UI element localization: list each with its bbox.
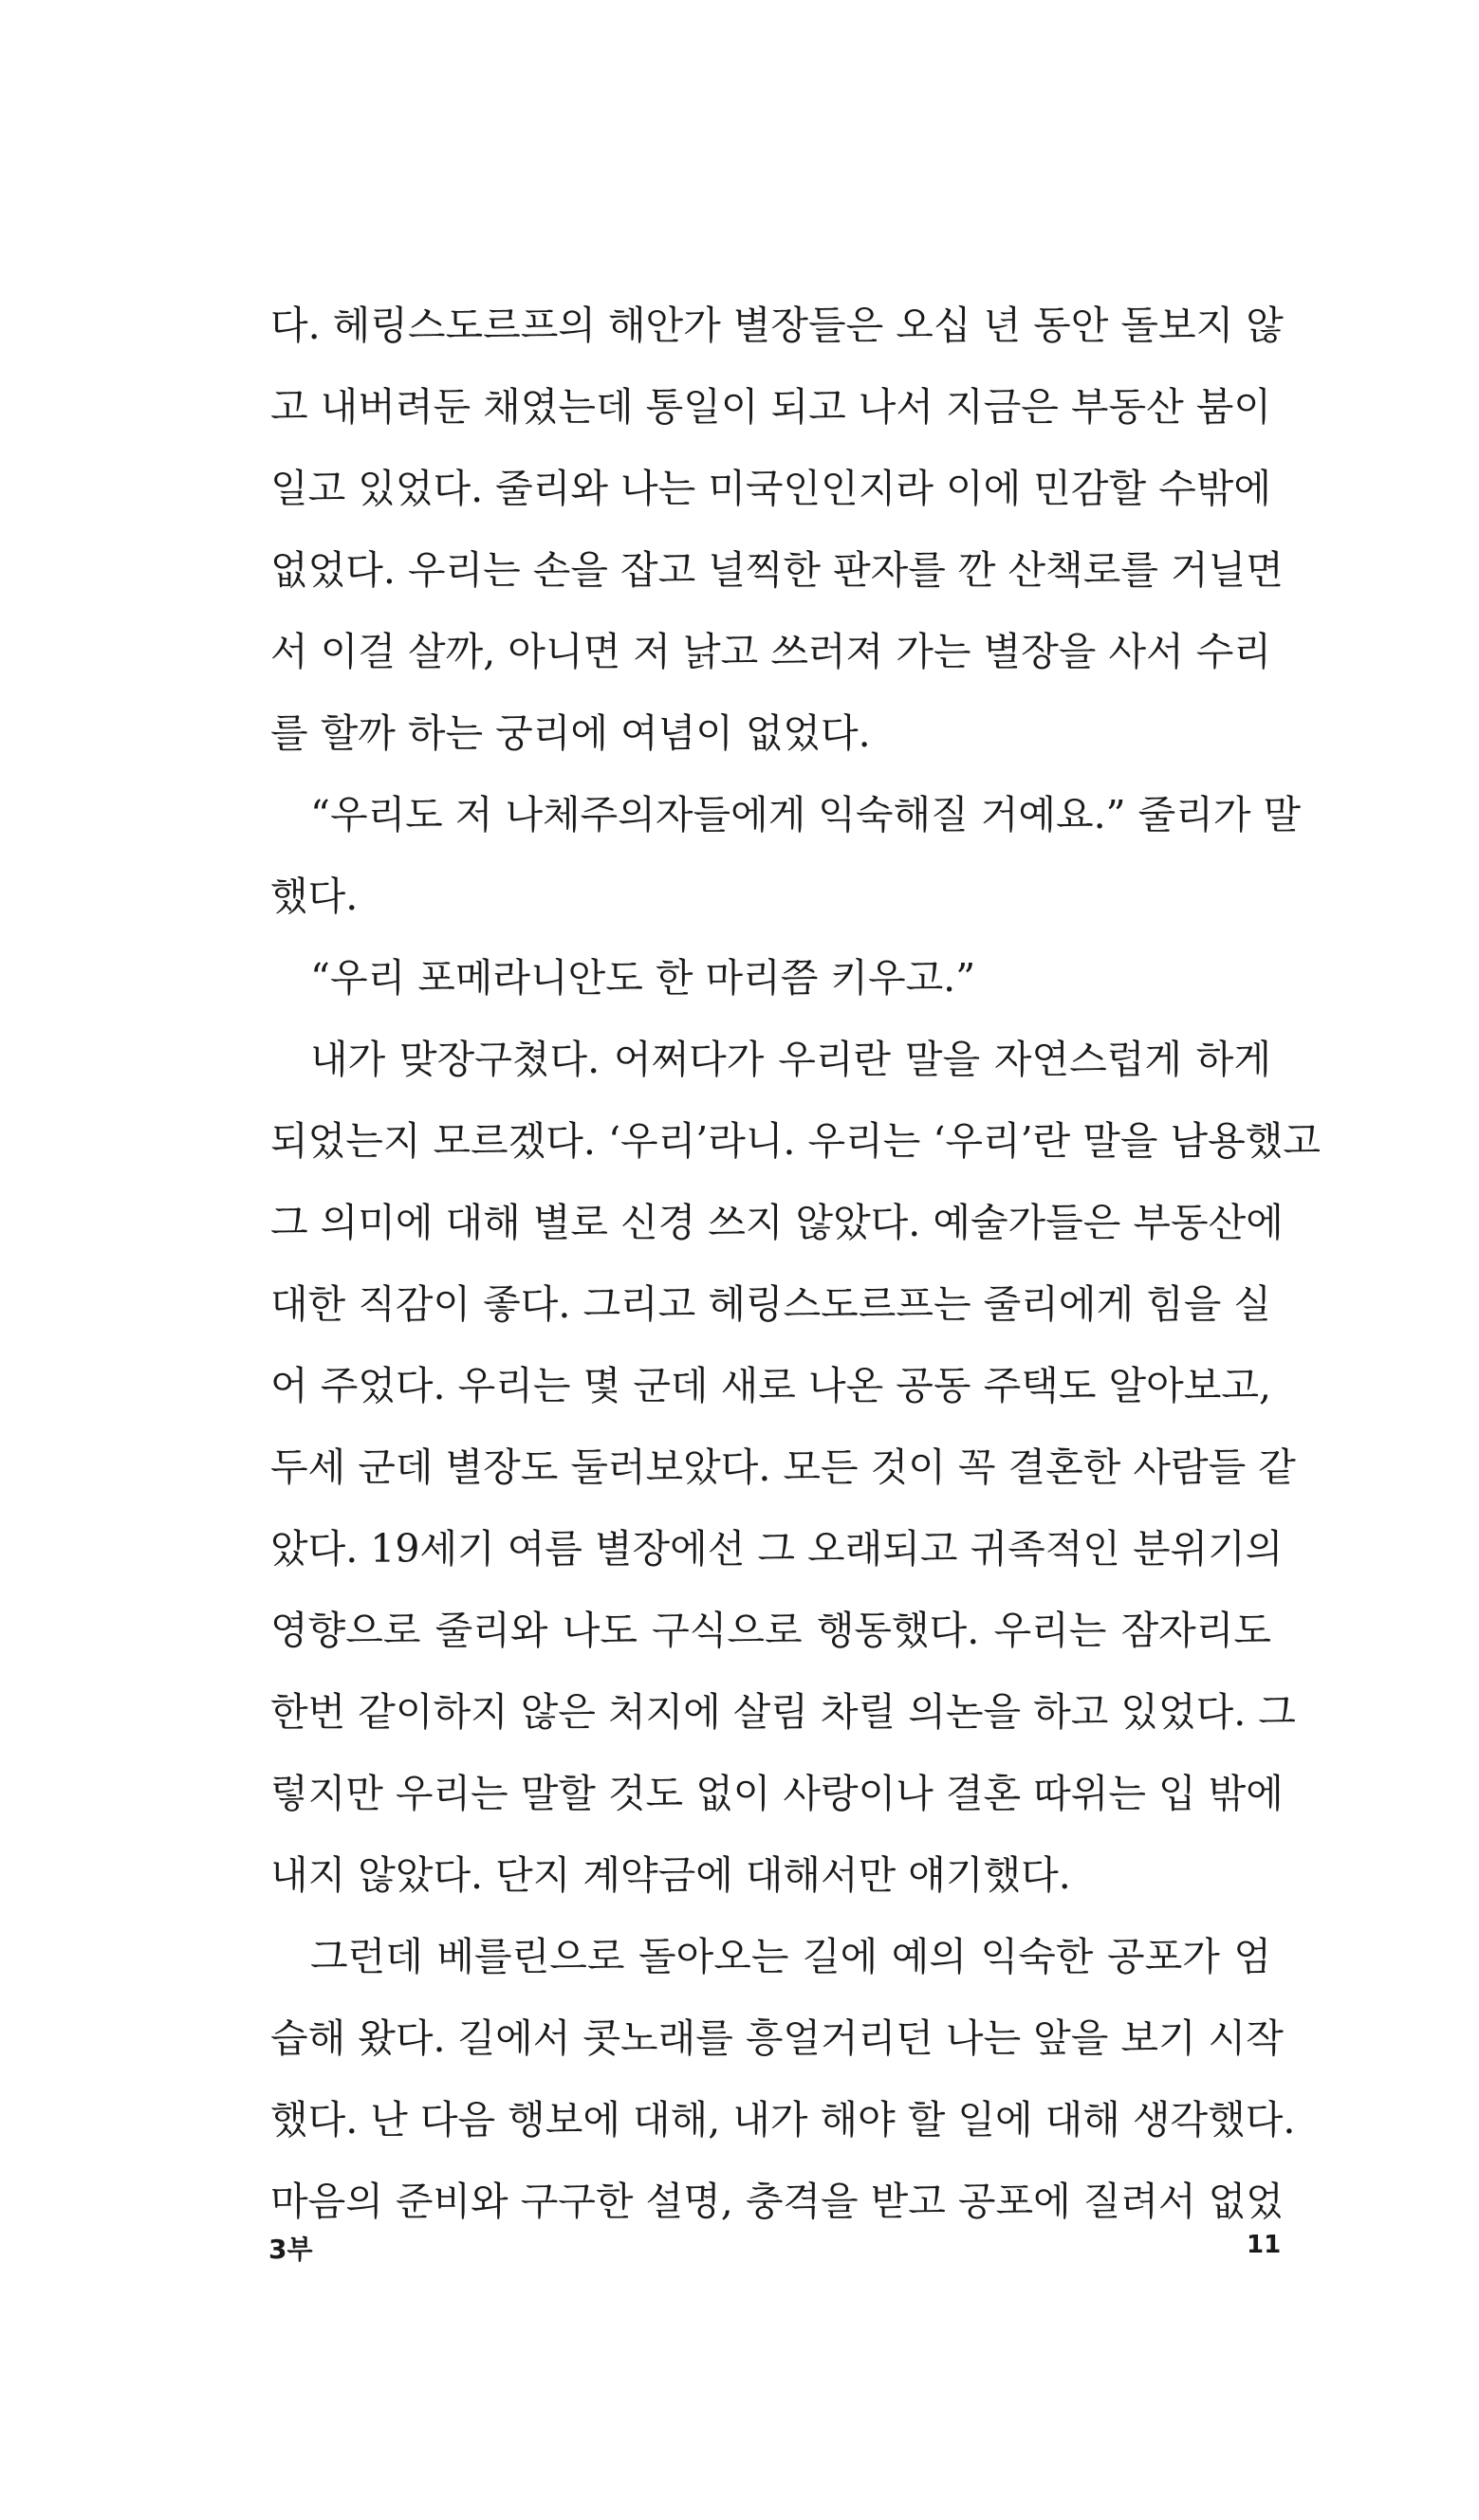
text-line: 대한 직감이 좋다. 그리고 헤링스도르프는 줄리에게 힘을 실 [270,1281,1271,1327]
text-line: 내지 않았다. 단지 계약금에 대해서만 얘기했다. [270,1852,1071,1898]
section-label: 3부 [268,2234,313,2265]
text-line: 고 내버려둔 채였는데 통일이 되고 나서 지금은 부동산 붐이 [270,384,1271,430]
text-line: 습해 왔다. 길에서 콧노래를 흥얼거리던 나는 앞을 보기 시작 [270,2015,1284,2061]
text-line: 렇지만 우리는 말할 것도 없이 사랑이나 결혼 따위는 입 밖에 [270,1771,1284,1816]
text-line: 다. 헤링스도르프의 해안가 별장들은 오십 년 동안 돌보지 않 [270,303,1284,348]
text-line: 영향으로 줄리와 나도 구식으로 행동했다. 우리는 잠자리도 [270,1608,1271,1653]
text-line: 했다. [270,874,359,919]
text-line: “우리 포메라니안도 한 마리쯤 키우고.” [310,955,976,1001]
text-line: 두세 군데 별장도 둘러보았다. 모든 것이 꼭 결혼한 사람들 같 [270,1444,1296,1490]
text-line: 았다. 19세기 여름 별장에선 그 오래되고 귀족적인 분위기의 [270,1526,1284,1572]
text-line: 했다. 난 다음 행보에 대해, 내가 해야 할 일에 대해 생각했다. [270,2097,1296,2143]
text-line: 서 이걸 살까, 아니면 저 낡고 쓰러져 가는 별장을 사서 수리 [270,629,1271,674]
text-line: 한번 같이하지 않은 처지에 살림 차릴 의논을 하고 있었다. 그 [270,1689,1296,1735]
page-number: 11 [1247,2231,1282,2259]
text-line: 마음의 준비와 구구한 설명, 충격을 받고 공포에 질려서 없었 [270,2179,1284,2224]
text-line: “우리도 저 나체주의자들에게 익숙해질 거예요.” 줄리가 말 [310,792,1302,837]
text-line: 를 할까 하는 궁리에 여념이 없었다. [270,710,871,756]
text-line: 그 의미에 대해 별로 신경 쓰지 않았다. 예술가들은 부동산에 [270,1200,1284,1245]
text-line: 없었다. 우리는 손을 잡고 널찍한 판자를 깐 산책로를 거닐면 [270,547,1284,593]
text-line: 어 주었다. 우리는 몇 군데 새로 나온 공동 주택도 알아보고, [270,1363,1271,1408]
text-line: 되었는지 모르겠다. ‘우리’라니. 우리는 ‘우리’란 말을 남용했고 [270,1118,1321,1164]
text-line: 내가 맞장구쳤다. 어쩌다가 우리란 말을 자연스럽게 하게 [310,1037,1271,1082]
text-line: 일고 있었다. 줄리와 나는 미국인인지라 이에 민감할 수밖에 [270,466,1271,511]
text-line: 그런데 베를린으로 돌아오는 길에 예의 익숙한 공포가 엄 [310,1934,1271,1979]
